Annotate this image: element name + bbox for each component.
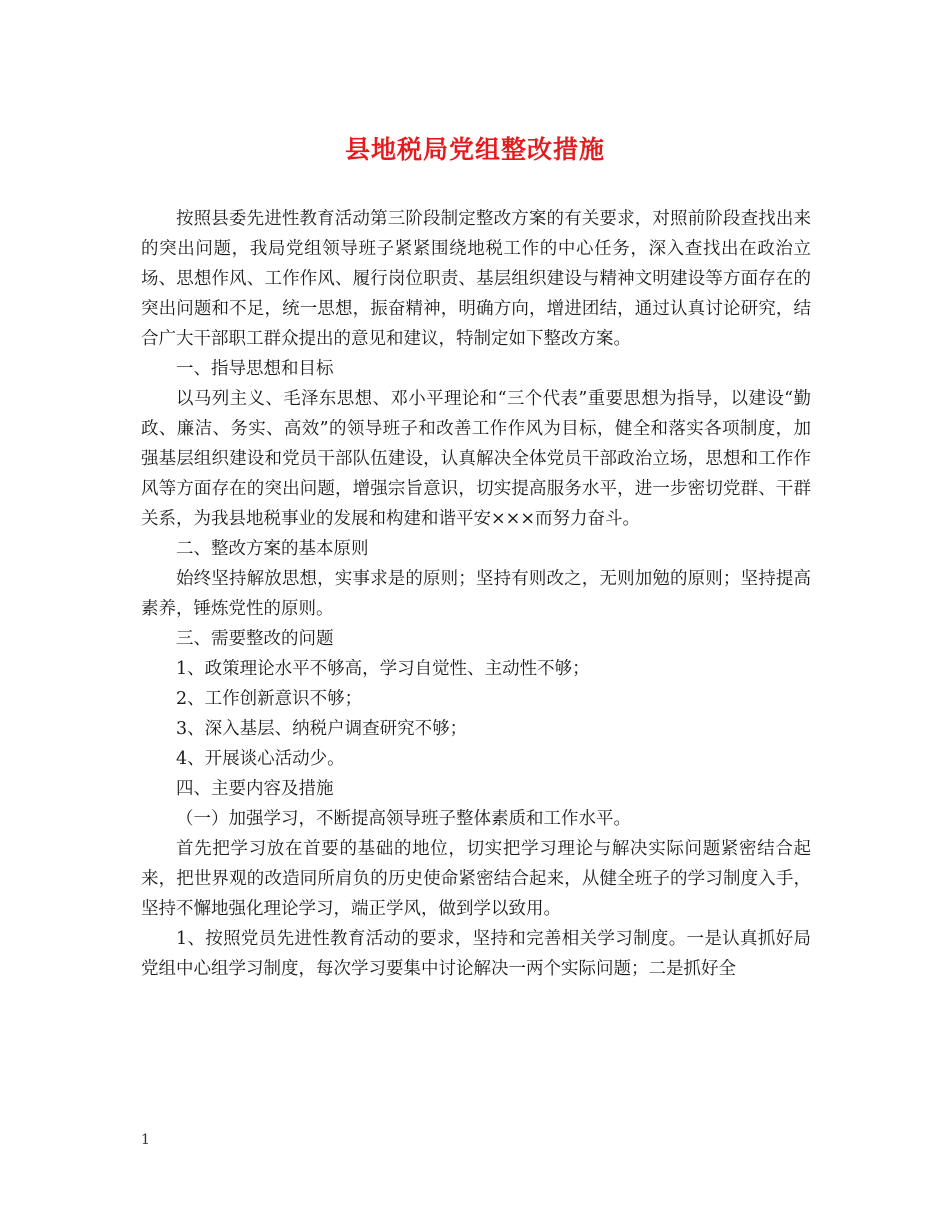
subsection-heading-1: （一）加强学习，不断提高领导班子整体素质和工作水平。 — [176, 809, 631, 829]
section-heading-1: 一、指导思想和目标 — [176, 359, 334, 379]
subsection-1-paragraph: 首先把学习放在首要的基础的地位，切实把学习理论与解决实际问题紧密结合起来，把世界观的改造同所肩负的历史使命紧密结合起来，从健全班子的学习制度入手，坚持不懈地强化理论学习，端正学风，做到学以致用。 — [141, 839, 811, 919]
section-1-paragraph: 以马列主义、毛泽东思想、邓小平理论和“三个代表”重要思想为指导，以建设“勤政、廉洁、务实、高效”的领导班子和改善工作作风为目标，健全和落实各项制度，加强基层组织建设和党员干部队伍建设，认真解决全体党员干部政治立场，思想和工作作风等方面存在的突出问题，增强宗旨意识，切实提高服务水平，进一步密切党群、干群关系，为我县地税事业的发展和构建和谐平安×××而努力奋斗。 — [141, 389, 811, 529]
measure-item-1: 1、按照党员先进性教育活动的要求，坚持和完善相关学习制度。一是认真抓好局党组中心组学习制度，每次学习要集中讨论解决一两个实际问题；二是抓好全 — [141, 929, 811, 979]
intro-paragraph: 按照县委先进性教育活动第三阶段制定整改方案的有关要求，对照前阶段查找出来的突出问题，我局党组领导班子紧紧围绕地税工作的中心任务，深入查找出在政治立场、思想作风、工作作风、履行岗位职责、基层组织建设与精神文明建设等方面存在的突出问题和不足，统一思想，振奋精神，明确方向，增进团结，通过认真讨论研究，结合广大干部职工群众提出的意见和建议，特制定如下整改方案。 — [141, 209, 811, 349]
section-2-paragraph: 始终坚持解放思想，实事求是的原则；坚持有则改之，无则加勉的原则；坚持提高素养，锤炼党性的原则。 — [141, 569, 811, 619]
problem-item-4: 4、开展谈心活动少。 — [176, 749, 345, 769]
page-number: 1 — [141, 1132, 150, 1148]
section-heading-4: 四、主要内容及措施 — [176, 779, 334, 799]
document-title: 县地税局党组整改措施 — [344, 135, 605, 164]
document-body — [141, 204, 811, 984]
problem-item-2: 2、工作创新意识不够； — [176, 689, 363, 709]
section-heading-2: 二、整改方案的基本原则 — [176, 539, 369, 559]
section-heading-3: 三、需要整改的问题 — [176, 629, 334, 649]
problem-item-3: 3、深入基层、纳税户调查研究不够； — [176, 719, 468, 739]
problem-item-1: 1、政策理论水平不够高，学习自觉性、主动性不够； — [176, 659, 590, 679]
